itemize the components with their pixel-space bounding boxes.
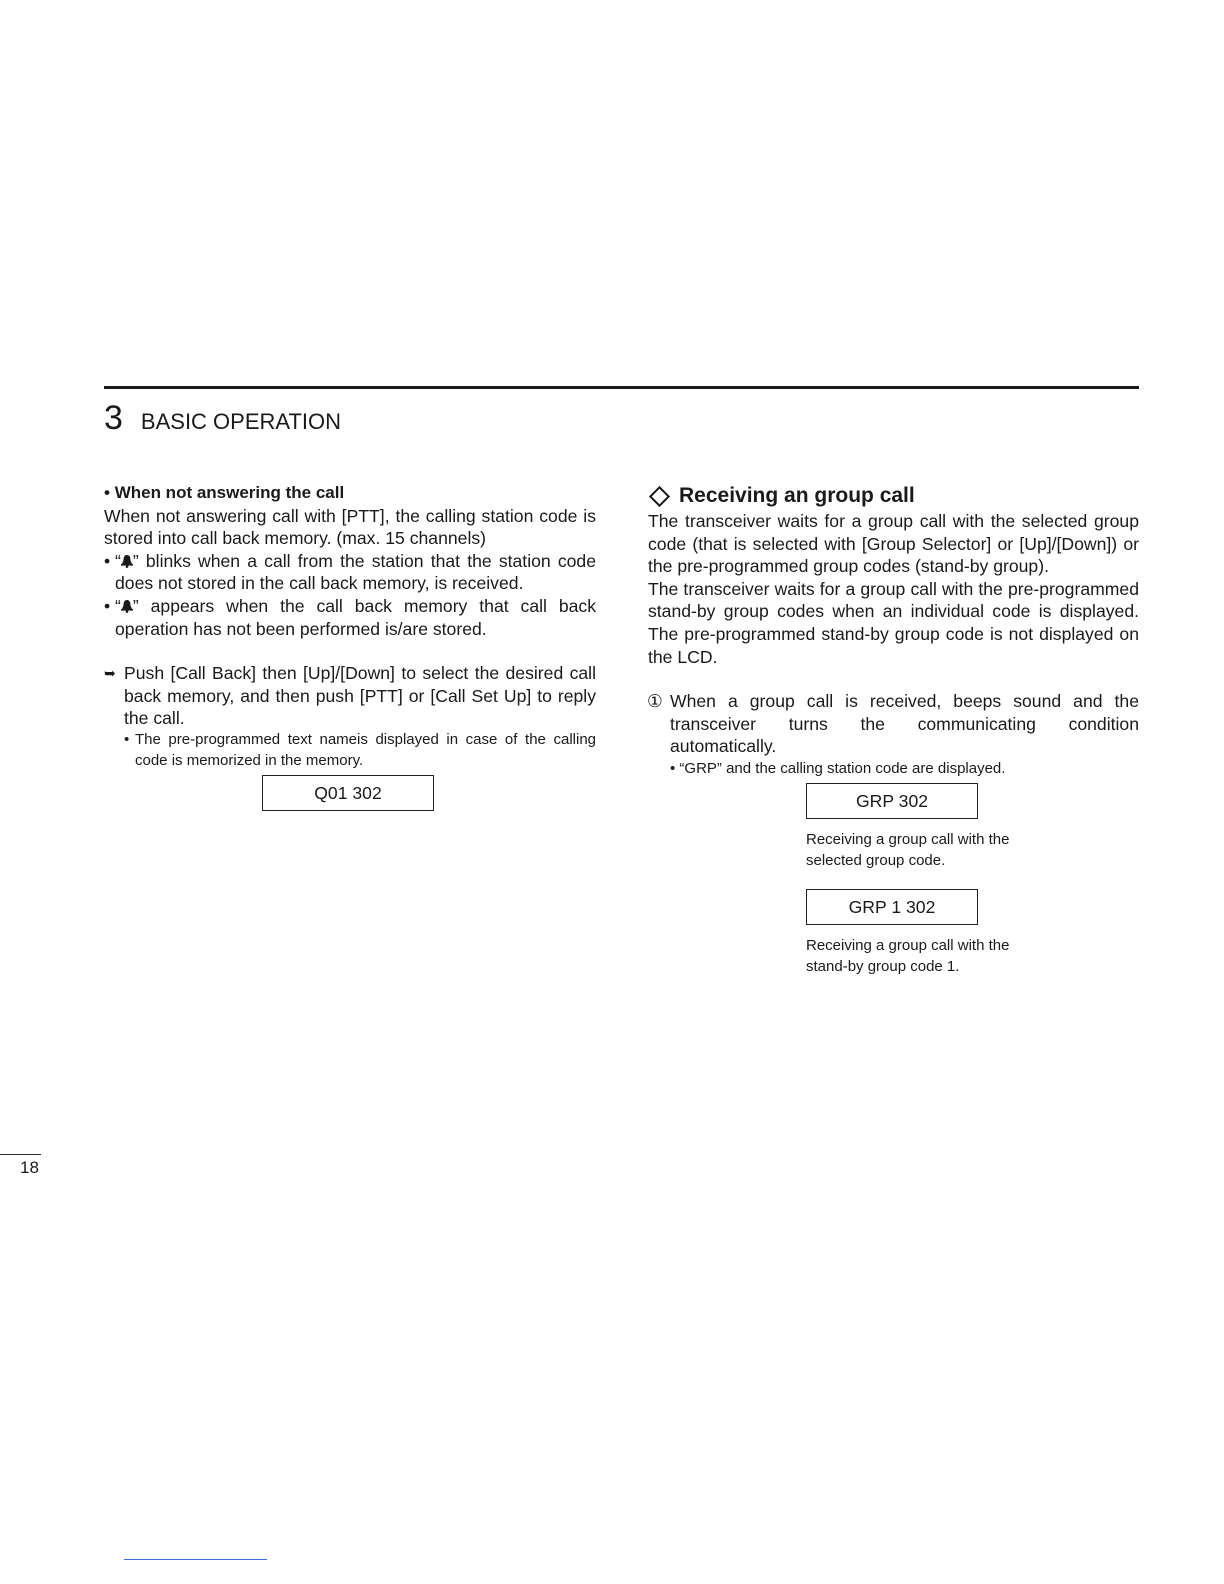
right-column bbox=[648, 482, 1139, 977]
bell-icon bbox=[121, 599, 133, 613]
step-number: ① bbox=[647, 691, 663, 712]
paragraph: The transceiver waits for a group call with the pre-programmed stand-by group codes when an individual code is displayed. The pre-programmed stand-by group code is not displayed on the LCD. bbox=[648, 578, 1139, 667]
arrow-icon: ➥ bbox=[104, 665, 116, 682]
page-number: 18 bbox=[20, 1158, 39, 1177]
quote-open: “ bbox=[115, 550, 121, 571]
lcd-display: GRP 302 bbox=[806, 783, 978, 819]
left-column bbox=[104, 482, 596, 811]
subheading-text: When not answering the call bbox=[114, 483, 345, 502]
bullet-item bbox=[104, 550, 596, 595]
quote-open: “ bbox=[115, 595, 121, 616]
step-note: • “GRP” and the calling station code are displayed. bbox=[670, 759, 1006, 777]
figure-caption: Receiving a group call with the selected group code. bbox=[806, 830, 1010, 869]
step-text: When a group call is received, beeps sound and the transceiver turns the communicating condition automatically. bbox=[670, 691, 1139, 757]
section-title: BASIC OPERATION bbox=[140, 409, 341, 434]
section-number: 3 bbox=[104, 399, 123, 437]
instruction-step bbox=[104, 662, 596, 730]
lcd-display: Q01 302 bbox=[262, 775, 434, 811]
bullet-icon: • bbox=[104, 595, 111, 616]
bullet-text: ” appears when the call back memory that call back operation has not been performed is/are stored. bbox=[115, 595, 596, 639]
paragraph: The transceiver waits for a group call with the selected group code (that is selected with [Group Selector] or [Up]/[Down]) or the pre-programmed group codes (stand-by group). bbox=[648, 511, 1139, 577]
section-header bbox=[104, 398, 341, 442]
section-heading bbox=[648, 482, 1139, 510]
figure-caption: Receiving a group call with the stand-by group code 1. bbox=[806, 936, 1010, 975]
lcd-display: GRP 1 302 bbox=[806, 889, 978, 925]
bullet-icon: • bbox=[104, 550, 111, 571]
heading-text: Receiving an group call bbox=[679, 484, 915, 507]
subheading bbox=[104, 482, 596, 505]
diamond-icon bbox=[649, 485, 670, 506]
lcd-figure bbox=[806, 783, 1139, 977]
page-number-rule bbox=[0, 1154, 41, 1155]
bullet-item bbox=[104, 595, 596, 640]
step-note bbox=[104, 730, 596, 771]
instruction-step bbox=[648, 690, 1139, 758]
note-text: The pre-programmed text nameis displayed in case of the calling code is memorized in the memory. bbox=[135, 730, 596, 769]
bullet-icon: • bbox=[104, 483, 115, 502]
bell-icon bbox=[121, 554, 133, 568]
bullet-icon: • bbox=[124, 730, 130, 748]
header-rule bbox=[104, 386, 1139, 389]
footer-link-underline bbox=[124, 1559, 267, 1560]
step-text: Push [Call Back] then [Up]/[Down] to select the desired call back memory, and then push [PTT] or [Call Set Up] to reply the call. bbox=[124, 663, 596, 729]
bullet-text: ” blinks when a call from the station that the station code does not stored in the call back memory, is received. bbox=[115, 550, 596, 594]
intro-paragraph: When not answering call with [PTT], the calling station code is stored into call back memory. (max. 15 channels) bbox=[104, 505, 596, 549]
